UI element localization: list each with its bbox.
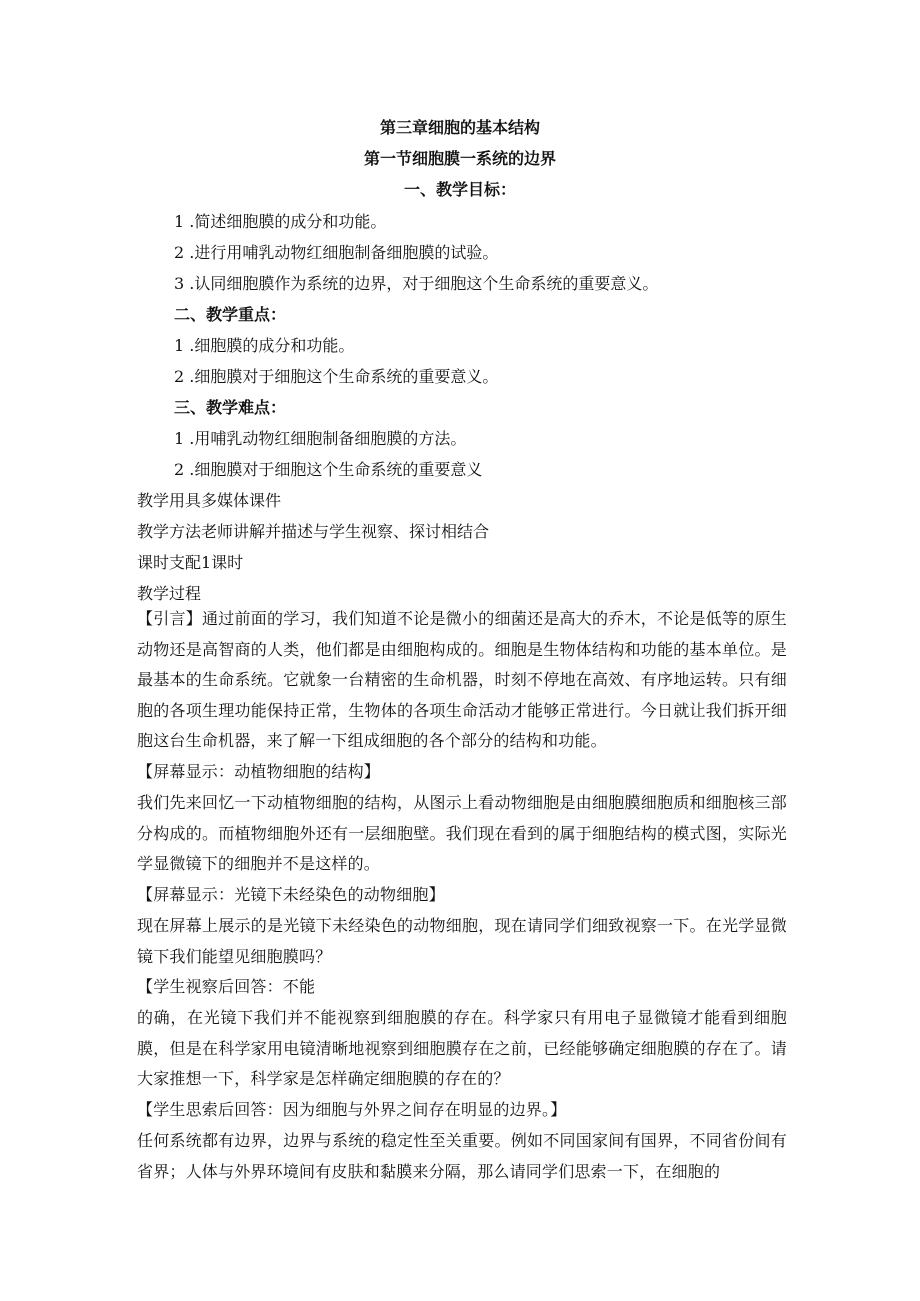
teaching-method: 教学方法老师讲解并描述与学生视察、探讨相结合 — [137, 522, 490, 541]
chapter-title: 第三章细胞的基本结构 — [379, 118, 540, 137]
paragraph-boundary: 任何系统都有边界，边界与系统的稳定性至关重要。例如不同国家间有国界，不同省份间有省界；人体与外界环境间有皮肤和黏膜来分隔，那么请同学们思索一下，在细胞的 — [137, 1131, 787, 1181]
class-hours: 课时支配1课时 — [137, 553, 244, 572]
section-title: 第一节细胞膜一系统的边界 — [363, 149, 556, 168]
intro-paragraph: 【引言】通过前面的学习，我们知道不论是微小的细菌还是高大的乔木，不论是低等的原生动物还是高智商的人类，他们都是由细胞构成的。细胞是生物体结构和功能的基本单位。是最基本的生命系统。它就象一台精密的生命机器，时刻不停地在高效、有序地运转。只有细胞的各项生理功能保持正常，生物体的各项生命活动才能够正常进行。今日就让我们拆开细胞这台生命机器，来了解一下组成细胞的各个部分的结构和功能。 — [137, 609, 787, 750]
paragraph-observe: 现在屏幕上展示的是光镜下未经染色的动物细胞，现在请同学们细致视察一下。在光学显微镜下我们能望见细胞膜吗？ — [137, 916, 787, 966]
key-points-heading: 二、教学重点： — [174, 305, 287, 324]
objective-item: 2 .进行用哺乳动物红细胞制备细胞膜的试验。 — [174, 243, 499, 262]
teaching-tools: 教学用具多媒体课件 — [137, 491, 282, 510]
key-point-item: 2 .细胞膜对于细胞这个生命系统的重要意义。 — [174, 367, 499, 386]
objective-item: 3 .认同细胞膜作为系统的边界，对于细胞这个生命系统的重要意义。 — [174, 274, 659, 293]
student-answer-2: 【学生思索后回答：因为细胞与外界之间存在明显的边界。】 — [137, 1100, 567, 1119]
difficulty-item: 2 .细胞膜对于细胞这个生命系统的重要意义 — [174, 460, 483, 479]
difficulties-heading: 三、教学难点： — [174, 398, 287, 417]
objective-item: 1 .简述细胞膜的成分和功能。 — [174, 212, 387, 231]
teaching-process: 教学过程 — [137, 584, 202, 603]
difficulty-item: 1 .用哺乳动物红细胞制备细胞膜的方法。 — [174, 429, 467, 448]
paragraph-electron-microscope: 的确，在光镜下我们并不能视察到细胞膜的存在。科学家只有用电子显微镜才能看到细胞膜，但是在科学家用电镜清晰地视察到细胞膜存在之前，已经能够确定细胞膜的存在了。请大家推想一下，科学家是怎样确定细胞膜的存在的？ — [137, 1008, 787, 1088]
key-point-item: 1 .细胞膜的成分和功能。 — [174, 336, 355, 355]
screen-display-2: 【屏幕显示：光镜下未经染色的动物细胞】 — [137, 885, 445, 904]
screen-display-1: 【屏幕显示：动植物细胞的结构】 — [137, 762, 381, 781]
student-answer-1: 【学生视察后回答：不能 — [137, 977, 316, 996]
objectives-heading: 一、教学目标： — [403, 180, 516, 199]
paragraph-cell-structure: 我们先来回忆一下动植物细胞的结构，从图示上看动物细胞是由细胞膜细胞质和细胞核三部分构成的。而植物细胞外还有一层细胞壁。我们现在看到的属于细胞结构的模式图，实际光学显微镜下的细胞并不是这样的。 — [137, 793, 787, 873]
